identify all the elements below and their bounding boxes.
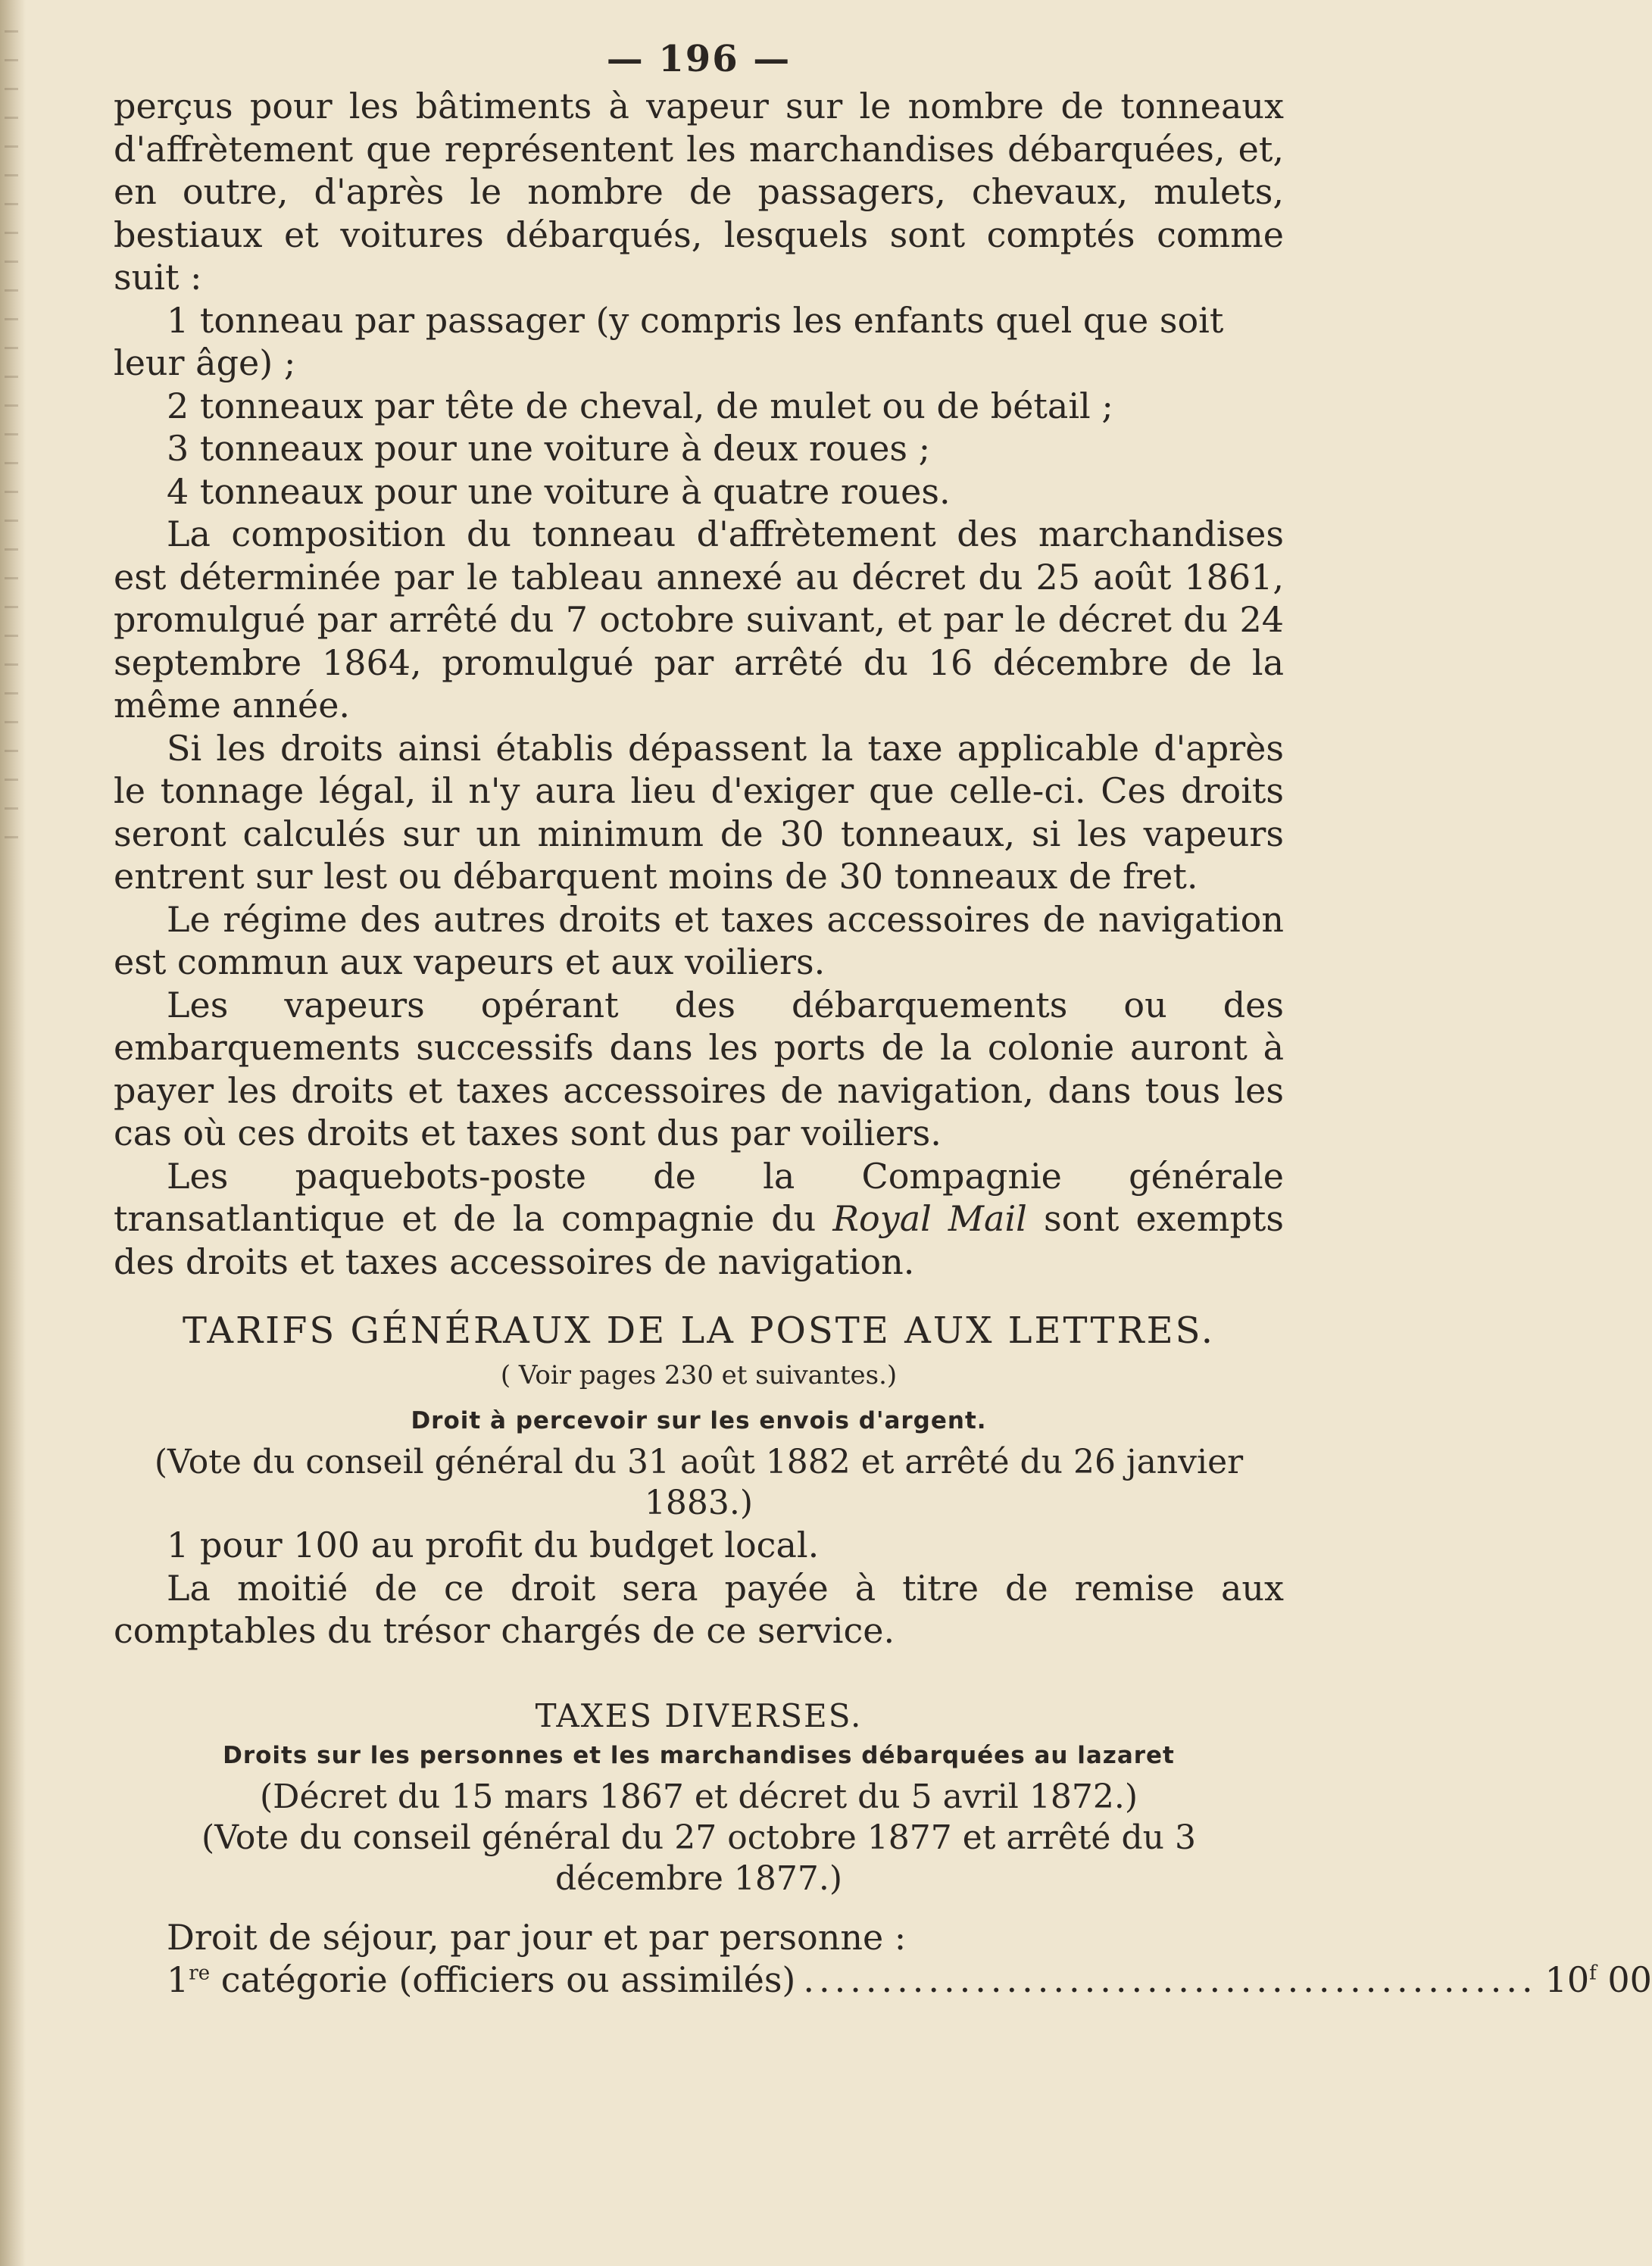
decree-1867: (Décret du 15 mars 1867 et décret du 5 avril 1872.): [260, 1777, 1138, 1816]
rate-line: 1 pour 100 au profit du budget local.: [167, 1525, 820, 1565]
section-title-taxes-diverses: TAXES DIVERSES.: [535, 1696, 863, 1734]
tariff-row-first-category: [114, 1959, 1652, 2002]
paragraph-mail-ships: [114, 1155, 1284, 1284]
dot-leader: ...............................................: [803, 1959, 1538, 2000]
list-item-two-wheel: 3 tonneaux pour une voiture à deux roues ;: [167, 428, 931, 469]
royal-mail-italic: Royal Mail: [832, 1198, 1027, 1239]
list-item-horse: 2 tonneaux par tête de cheval, de mulet ou de bétail ;: [167, 385, 1113, 426]
binding-marks: [5, 30, 18, 863]
paragraph-half-commission: La moitié de ce droit sera payée à titre de remise aux comptables du trésor chargés de ce service.: [114, 1567, 1284, 1651]
vote-1877: (Vote du conseil général du 27 octobre 1877 et arrêté du 3 décembre 1877.): [201, 1818, 1196, 1898]
list-item-passenger: 1 tonneau par passager (y compris les enfants quel que soit: [167, 299, 1224, 341]
paragraph-mail-ships-a: Les paquebots-poste de la Compagnie générale transatlantique et de la compagnie du: [114, 1155, 1284, 1239]
page-number: — 196 —: [606, 38, 792, 80]
book-spine-edge: [0, 0, 26, 2266]
subtitle-money-transfers: Droit à percevoir sur les envois d'argent.: [411, 1407, 987, 1434]
paragraph-mail-ships-b: sont exempts des droits et taxes accessoires de navigation.: [114, 1198, 1285, 1282]
section-note-pages: ( Voir pages 230 et suivantes.): [500, 1360, 898, 1390]
paragraph-composition: La composition du tonneau d'affrètement des marchandises est déterminée par le tableau annexé au décret du 25 août 1861, promulgué par arrêté du 7 octobre suivant, et par le décret du 24 septembre 1864, promulgué par arrêté du 16 décembre de la même année.: [114, 513, 1284, 726]
tariff-row-amount: 10$^f$ 00: [1544, 1959, 1652, 2000]
paragraph-successive-ports: Les vapeurs opérant des débarquements ou des embarquements successifs dans les ports de la colonie auront à payer les droits et taxes accessoires de navigation, dans tous les cas où ces droits et taxes sont dus par voiliers.: [114, 984, 1284, 1153]
paragraph-regime: Le régime des autres droits et taxes accessoires de navigation est commun aux vapeurs et aux voiliers.: [114, 898, 1284, 982]
paragraph-steamers-tonnage: perçus pour les bâtiments à vapeur sur le nombre de tonneaux d'affrètement que représentent les marchandises débarquées, et, en outre, d'après le nombre de passagers, chevaux, mulets, bestiaux et voitures débarqués, lesquels sont comptés comme suit :: [114, 86, 1284, 298]
page-content: [114, 38, 1652, 2002]
paragraph-rights-exceed: Si les droits ainsi établis dépassent la taxe applicable d'après le tonnage légal, il n'y aura lieu d'exiger que celle-ci. Ces droits seront calculés sur un minimum de 30 tonneaux, si les vapeurs entrent sur lest ou débarquent moins de 30 tonneaux de fret.: [114, 727, 1284, 897]
subtitle-lazaret: Droits sur les personnes et les marchandises débarquées au lazaret: [223, 1741, 1175, 1769]
section-title-postal-tariffs: TARIFS GÉNÉRAUX DE LA POSTE AUX LETTRES.: [182, 1309, 1216, 1352]
vote-1882: (Vote du conseil général du 31 août 1882 et arrêté du 26 janvier 1883.): [154, 1443, 1244, 1522]
sejour-heading: Droit de séjour, par jour et par personne :: [167, 1916, 907, 1958]
tariff-row-label: 1re catégorie (officiers ou assimilés): [167, 1959, 796, 2000]
list-item-passenger-cont: leur âge) ;: [114, 342, 296, 383]
list-item-four-wheel: 4 tonneaux pour une voiture à quatre roues.: [167, 470, 951, 512]
